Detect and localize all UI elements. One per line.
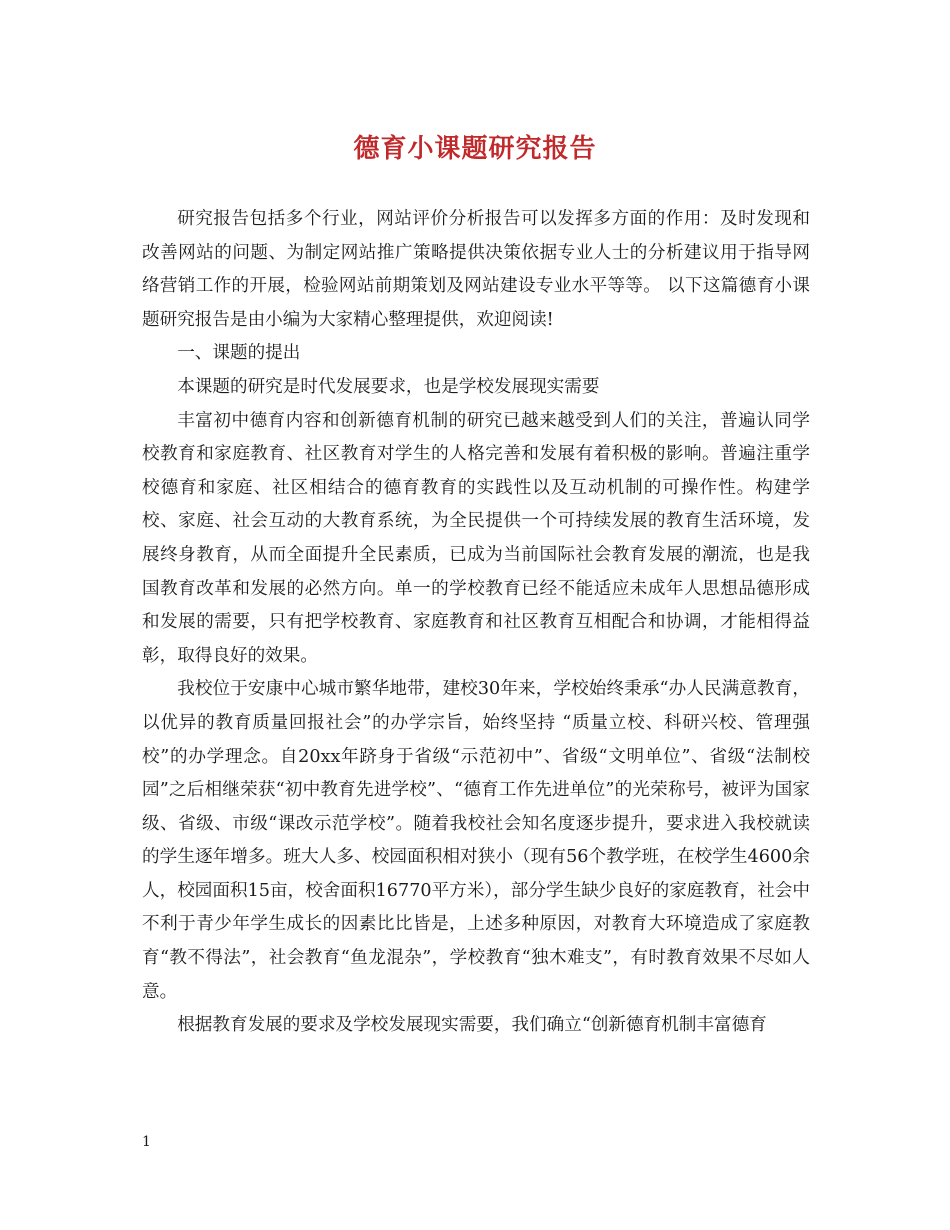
body-paragraph: 我校位于安康中心城市繁华地带，建校30年来，学校始终秉承“办人民满意教育，以优异的教育质量回报社会”的办学宗旨，始终坚持 “质量立校、科研兴校、管理强校”的办学理念。自20xx年跻身于省级“示范初中”、省级“文明单位”、省级“法制校园”之后相继荣获“初中教育先进学校”、“德育工作先进单位”的光荣称号，被评为国家级、省级、市级“课改示范学校”。随着我校社会知名度逐步提升，要求进入我校就读的学生逐年增多。班大人多、校园面积相对狭小（现有56个教学班，在校学生4600余人，校园面积15亩，校舍面积16770平方米），部分学生缺少良好的家庭教育，社会中不利于青少年学生成长的因素比比皆是，上述多种原因，对教育大环境造成了家庭教育“教不得法”，社会教育“鱼龙混杂”，学校教育“独木难支”，有时教育效果不尽如人意。 — [142, 679, 810, 1002]
intro-paragraph: 研究报告包括多个行业，网站评价分析报告可以发挥多方面的作用：及时发现和改善网站的问题、为制定网站推广策略提供决策依据专业人士的分析建议用于指导网络营销工作的开展，检验网站前期策划及网站建设专业水平等等。 以下这篇德育小课题研究报告是由小编为大家精心整理提供，欢迎阅读! — [142, 209, 810, 330]
section-heading: 一、课题的提出 — [177, 343, 301, 364]
page-number: 1 — [142, 1134, 151, 1150]
document-title: 德育小课题研究报告 — [353, 134, 597, 164]
body-paragraph: 丰富初中德育内容和创新德育机制的研究已越来越受到人们的关注，普遍认同学校教育和家庭教育、社区教育对学生的人格完善和发展有着积极的影响。普遍注重学校德育和家庭、社区相结合的德育教育的实践性以及互动机制的可操作性。构建学校、家庭、社会互动的大教育系统，为全民提供一个可持续发展的教育生活环境，发展终身教育，从而全面提升全民素质，已成为当前国际社会教育发展的潮流，也是我国教育改革和发展的必然方向。单一的学校教育已经不能适应未成年人思想品德形成和发展的需要，只有把学校教育、家庭教育和社区教育互相配合和协调，才能相得益彰，取得良好的效果。 — [142, 410, 810, 666]
document-body — [142, 203, 810, 1043]
body-paragraph: 根据教育发展的要求及学校发展现实需要，我们确立“创新德育机制丰富德育 — [177, 1015, 767, 1036]
subsection-heading: 本课题的研究是时代发展要求，也是学校发展现实需要 — [177, 376, 600, 397]
